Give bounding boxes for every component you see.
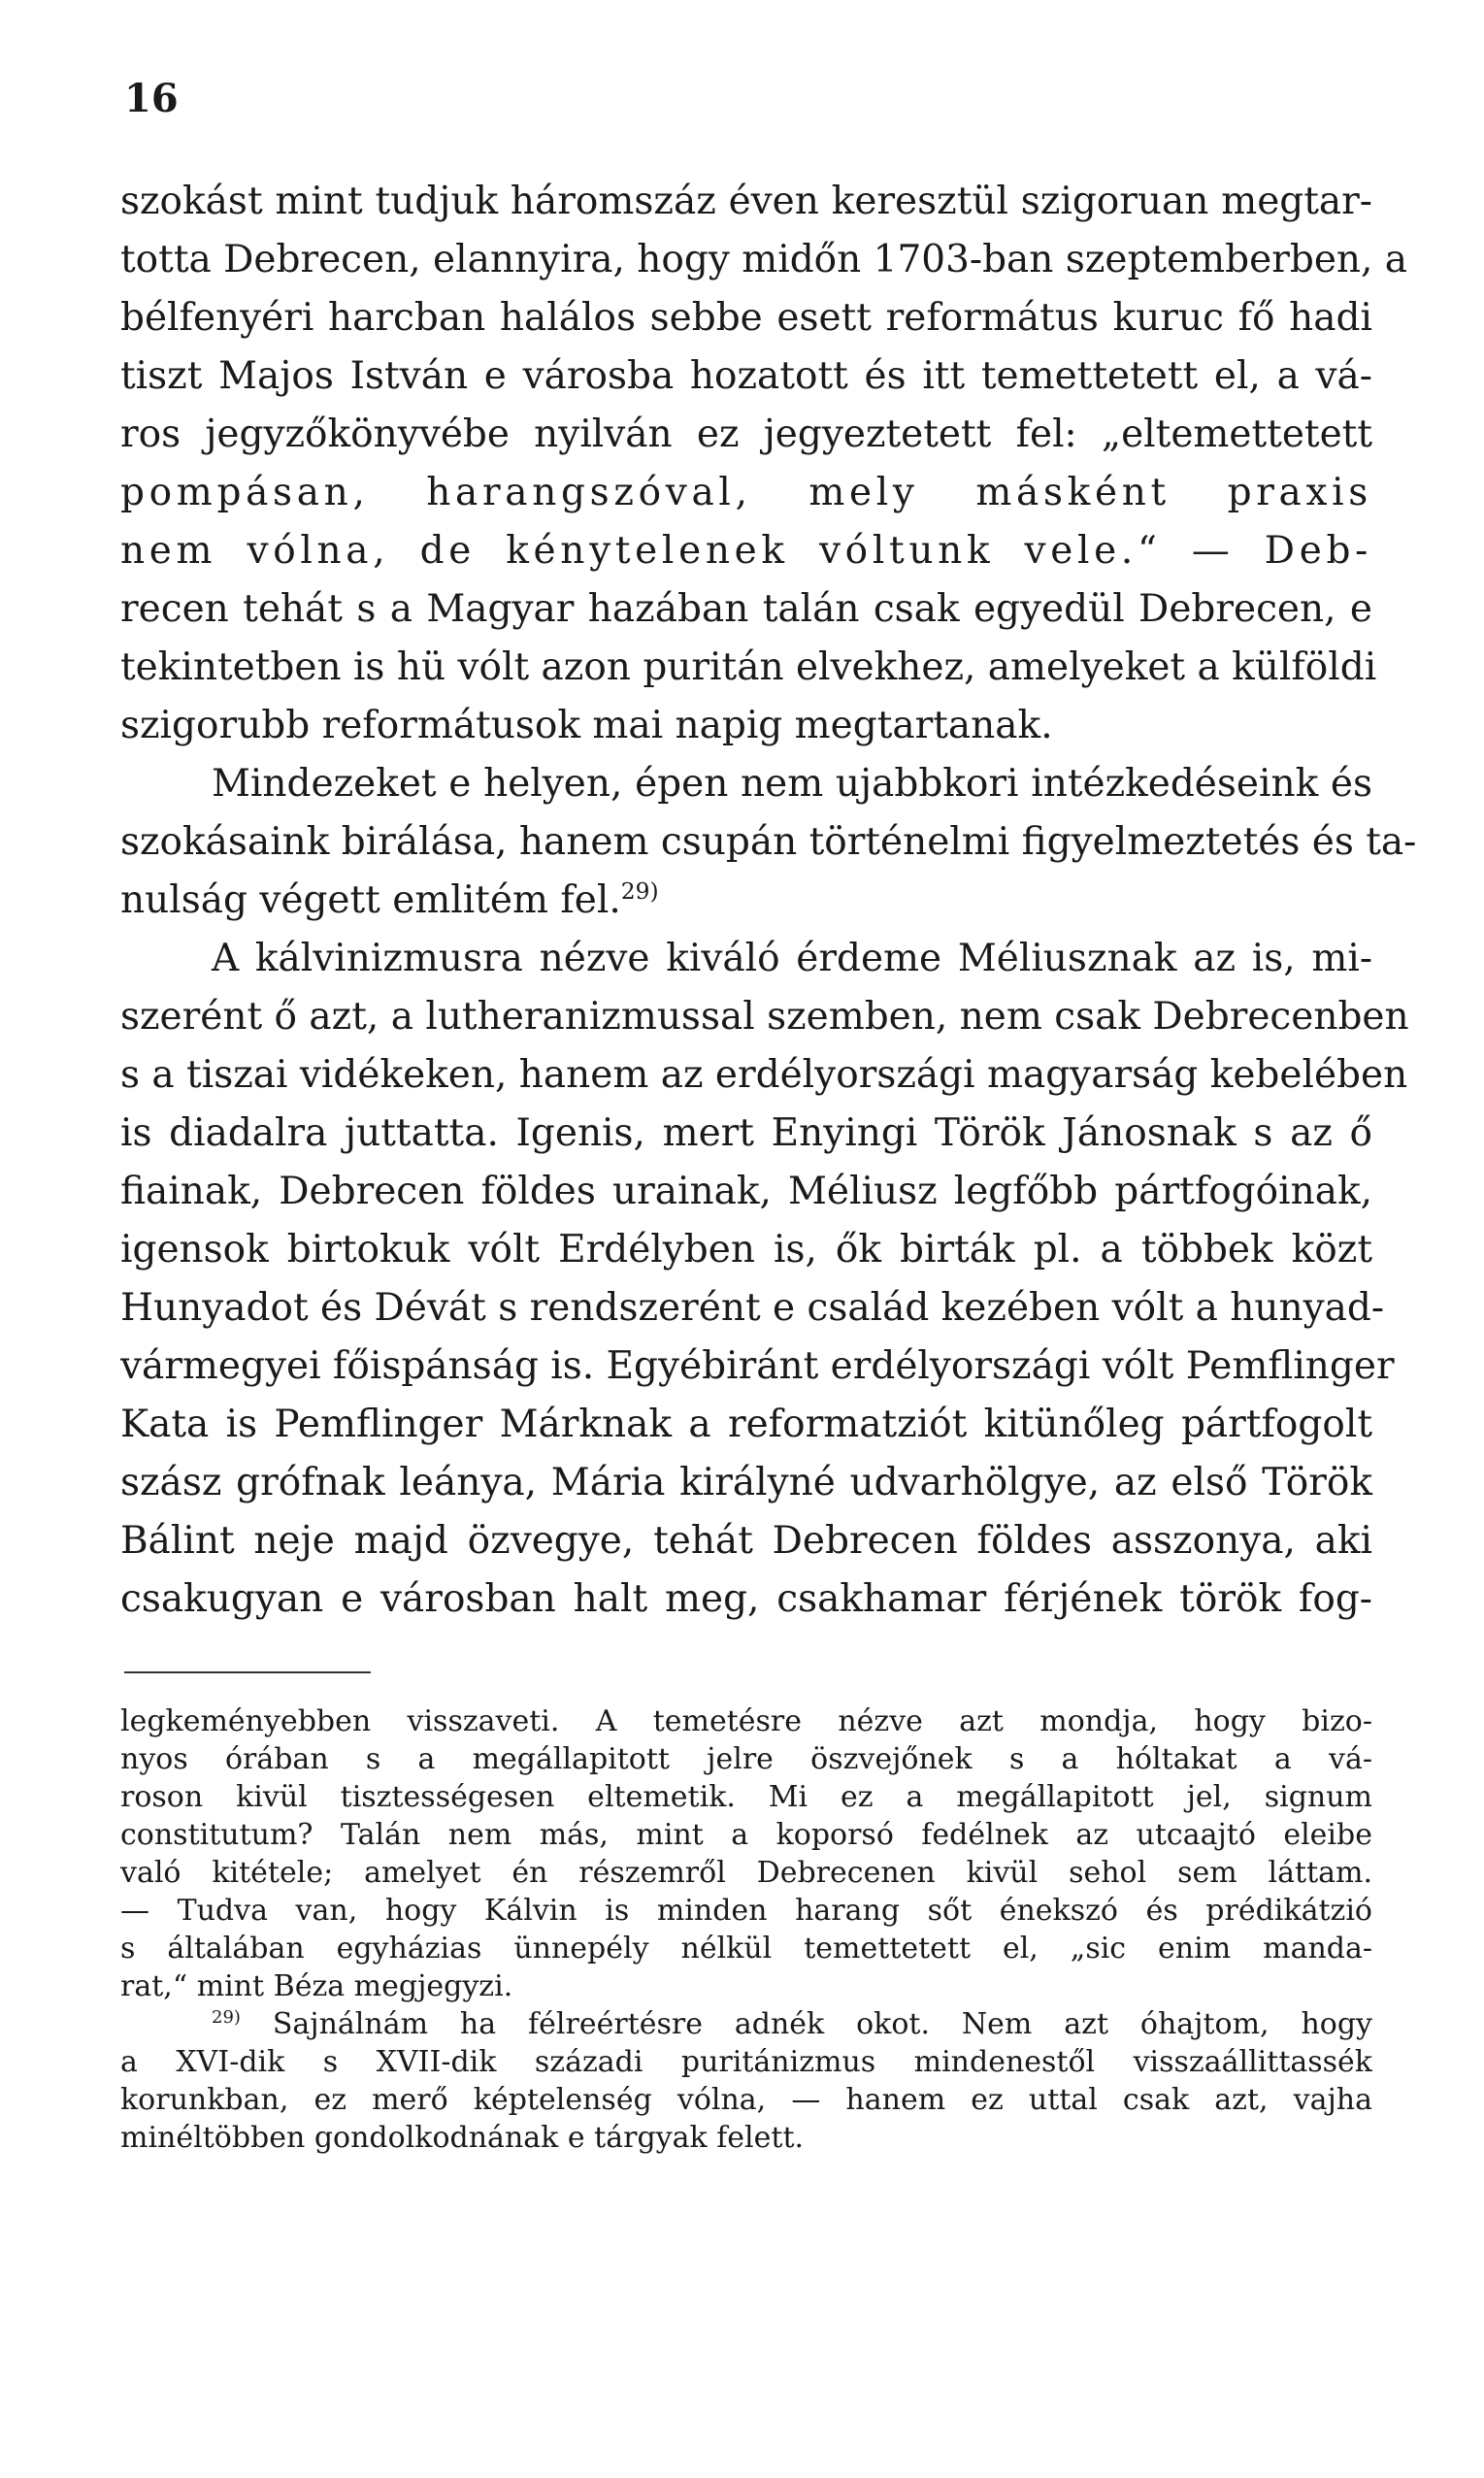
text-line: szokásaink birálása, hanem csupán történelmi figyelmeztetés és ta- <box>120 820 1417 864</box>
text-line: Hunyadot és Dévát s rendszerént e család kezében vólt a hunyad- <box>120 1286 1385 1330</box>
footnote-marker-29: 29) <box>212 2007 241 2028</box>
text-line: totta Debrecen, elannyira, hogy midőn 1703-ban szeptemberben, a <box>120 238 1408 281</box>
main-text <box>120 173 1417 1629</box>
text-line: is diadalra juttatta. Igenis, mert Enyingi Török Jánosnak s az ő <box>120 1111 1372 1155</box>
text-line: ros jegyzőkönyvébe nyilván ez jegyeztetett fel: „eltemettetett <box>120 413 1372 456</box>
text-line: tekintetben is hü vólt azon puritán elvekhez, amelyeket a külföldi <box>120 645 1377 689</box>
text-line: nem vólna, de kénytelenek vóltunk vele.“ — Deb- <box>120 529 1372 573</box>
footnote-line: a XVI-dik s XVII-dik századi puritánizmus mindenestől visszaállittassék <box>120 2045 1372 2079</box>
text-line: szigorubb reformátusok mai napig megtartanak. <box>120 704 1053 747</box>
footnote-line: s általában egyházias ünnepély nélkül temettetett el, „sic enim manda- <box>120 1932 1372 1966</box>
footnote-line: korunkban, ez merő képtelenség vólna, — hanem ez uttal csak azt, vajha <box>120 2083 1372 2117</box>
footnote-line: Sajnálnám ha félreértésre adnék okot. Nem azt óhajtom, hogy <box>272 2007 1372 2041</box>
footnote-line: constitutum? Talán nem más, mint a koporsó fedélnek az utcaajtó eleibe <box>120 1818 1372 1852</box>
text-line: pompásan, harangszóval, mely másként praxis <box>120 471 1372 514</box>
text-line: fiainak, Debrecen földes urainak, Méliusz legfőbb pártfogóinak, <box>120 1170 1372 1213</box>
text-line: Kata is Pemflinger Márknak a reformatziót kitünőleg pártfogolt <box>120 1403 1372 1446</box>
text-line: vármegyei főispánság is. Egyébiránt erdélyországi vólt Pemflinger <box>120 1344 1395 1388</box>
text-line: szerént ő azt, a lutheranizmussal szemben, nem csak Debrecenben <box>120 995 1409 1039</box>
footnote-line: — Tudva van, hogy Kálvin is minden harang sőt énekszó és prédikátzió <box>120 1894 1372 1928</box>
footnote-line: roson kivül tisztességesen eltemetik. Mi ez a megállapitott jel, signum <box>120 1780 1372 1814</box>
page-number: 16 <box>124 76 179 121</box>
footnote-line: való kitétele; amelyet én részemről Debrecenen kivül sehol sem láttam. <box>120 1856 1372 1890</box>
text-line: tiszt Majos István e városba hozatott és itt temettetett el, a vá- <box>120 354 1372 398</box>
footnote-line: legkeményebben visszaveti. A temetésre nézve azt mondja, hogy bizo- <box>120 1704 1372 1738</box>
text-line: bélfenyéri harcban halálos sebbe esett református kuruc fő hadi <box>120 296 1372 340</box>
text-line: szász grófnak leánya, Mária királyné udvarhölgye, az első Török <box>120 1461 1372 1504</box>
text-line: igensok birtokuk vólt Erdélyben is, ők birták pl. a többek közt <box>120 1228 1372 1272</box>
text-line: szokást mint tudjuk háromszáz éven keresztül szigoruan megtar- <box>120 180 1372 223</box>
footnote-divider <box>124 1671 371 1673</box>
text-line: recen tehát s a Magyar hazában talán csak egyedül Debrecen, e <box>120 587 1372 631</box>
footnote-line: rat,“ mint Béza megjegyzi. <box>120 1969 513 2003</box>
footnote-ref-29: 29) <box>620 877 659 905</box>
text-line: csakugyan e városban halt meg, csakhamar férjének török fog- <box>120 1577 1372 1621</box>
footnotes <box>120 1702 1372 2157</box>
text-line-with-ref <box>120 872 1372 930</box>
text-fragment: nulság végett emlitém fel. <box>120 878 621 922</box>
text-line: Bálint neje majd özvegye, tehát Debrecen földes asszonya, aki <box>120 1519 1372 1563</box>
footnote-line: nyos órában s a megállapitott jelre öszvejőnek s a hóltakat a vá- <box>120 1742 1372 1776</box>
text-line: s a tiszai vidékeken, hanem az erdélyországi magyarság kebelében <box>120 1053 1408 1097</box>
footnote-line: minéltöbben gondolkodnának e tárgyak felett. <box>120 2121 805 2155</box>
text-line: A kálvinizmusra nézve kiváló érdeme Méliusznak az is, mi- <box>212 937 1372 980</box>
footnote-29 <box>120 2005 1372 2043</box>
text-line: Mindezeket e helyen, épen nem ujabbkori intézkedéseink és <box>212 762 1372 806</box>
